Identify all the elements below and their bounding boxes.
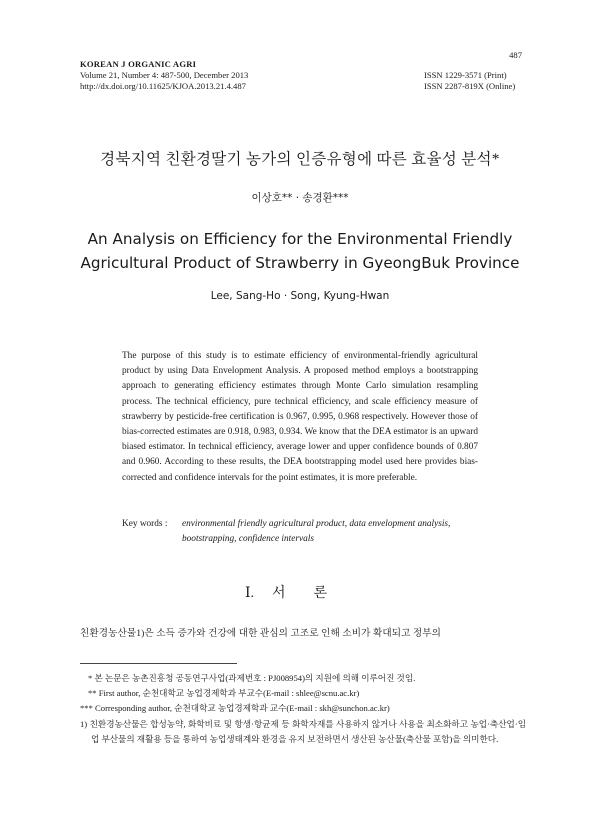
section-title: 서론 [271,586,356,601]
title-english-line-1: An Analysis on Efficiency for the Environmental Friendly [87,230,513,248]
section-heading [0,582,600,602]
abstract: The purpose of this study is to estimate efficiency of environmental-friendly agricultural product by using Data Envelopment Analysis. A proposed method employs a bootstrapping approach to generating efficiency estimates through Monte Carlo simulation resampling process. The technical efficiency, pure technical efficiency, and scale efficiency measure of strawberry by pesticide-free certification is 0.967, 0.995, 0.968 respectively. However those of bias-corrected estimates are 0.918, 0.983, 0.934. We know that the DEA estimator is an upward biased estimator. In technical efficiency, average lower and upper confidence bounds of 0.807 and 0.960. According to these results, the DEA bootstrapping model used here provides bias-corrected and confidence intervals for the point estimates, it is more preferable. [122,351,478,483]
footnote-divider [80,663,237,664]
authors-korean: 이상호** · 송경환*** [251,192,349,204]
journal-name: KOREAN J ORGANIC AGRI [80,59,197,69]
title-english-line-2: Agricultural Product of Strawberry in GyeongBuk Province [80,254,520,272]
issn-online: ISSN 2287-819X (Online) [424,81,516,91]
keywords-label: Key words : [122,519,168,529]
journal-header [80,59,248,92]
footnote-definition: 1) 친환경농산물은 합성농약, 화학비료 및 항생·항균제 등 화학자재를 사용하지 않거나 사용을 최소화하고 농업·축산업·임업 부산물의 재활용 등을 통하여 농업생태계와 환경을 유지 보전하면서 생산된 농산물(축산물 포함)을 의미한다. [80,718,526,744]
title-korean: 경북지역 친환경딸기 농가의 인증유형에 따른 효율성 분석* [100,151,500,168]
issn-header [424,50,522,92]
footnotes [80,671,526,747]
authors-english: Lee, Sang-Ho · Song, Kyung-Hwan [210,290,390,302]
body-paragraph: 친환경농산물1)은 소득 증가와 건강에 대한 관심의 고조로 인해 소비가 확대되고 정부의 [80,628,442,639]
doi-link[interactable]: http://dx.doi.org/10.11625/KJOA.2013.21.4.487 [80,81,246,91]
page-number: 487 [509,50,522,60]
footnote-corresponding-author: *** Corresponding author, 순천대학교 농업경제학과 교수(E-mail : skh@sunchon.ac.kr) [80,703,390,714]
keywords-list: environmental friendly agricultural product, data envelopment analysis, bootstrapping, confidence intervals [182,519,451,545]
volume-info: Volume 21, Number 4: 487-500, December 2013 [80,70,249,80]
footnote-funding: * 본 논문은 농촌진흥청 공동연구사업(과제번호 : PJ008954)의 지원에 의해 이루어진 것임. [88,673,416,683]
footnote-first-author: ** First author, 순천대학교 농업경제학과 부교수(E-mail : shlee@scnu.ac.kr) [88,688,360,699]
section-number: Ⅰ. [244,586,254,601]
issn-print: ISSN 1229-3571 (Print) [424,70,507,80]
title-english [0,227,600,275]
